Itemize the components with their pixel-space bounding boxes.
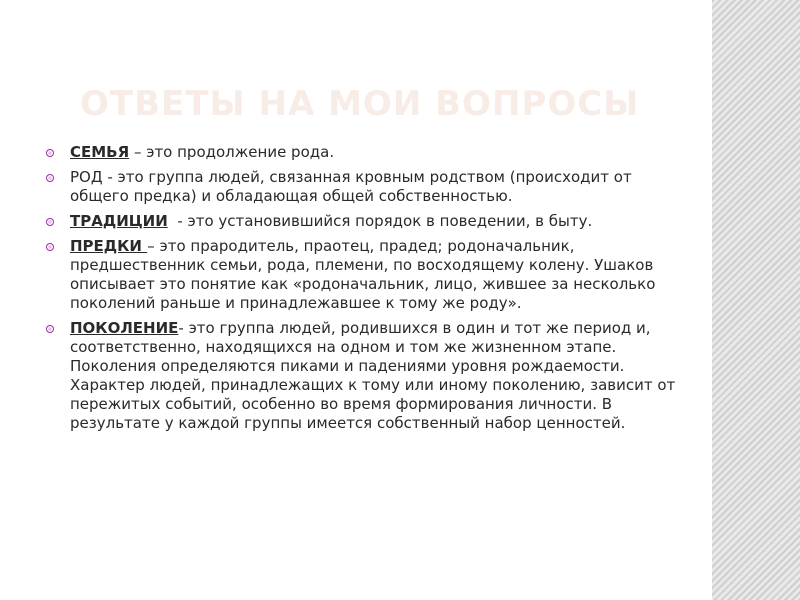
definition-generation: - это группа людей, родившихся в один и тот же период и, соответственно, находящихся на одном и том же жизненном этапе. Поколения определяются пиками и падениями уровня рождаемости. Характер людей, принадлежащих к тому или иному поколению, зависит от пережитых событий, особенно во время формирования личности. В результате у каждой группы имеется собственный набор ценностей.	[70, 319, 676, 432]
list-item-ancestors	[46, 237, 676, 313]
list-item-generation	[46, 319, 676, 433]
decorative-side-band	[712, 0, 800, 600]
term-family: СЕМЬЯ	[70, 143, 130, 161]
bullet-icon	[46, 325, 54, 333]
definitions-list	[46, 143, 676, 439]
term-ancestors: ПРЕДКИ	[70, 237, 148, 255]
bullet-icon	[46, 243, 54, 251]
bullet-icon	[46, 149, 54, 157]
definition-family: – это продолжение рода.	[129, 143, 335, 161]
definition-traditions: - это установившийся порядок в поведении, в быту.	[167, 212, 593, 230]
list-item-clan	[46, 168, 676, 206]
definition-ancestors: – это прародитель, праотец, прадед; родоначальник, предшественник семьи, рода, племени, по восходящему колену. Ушаков описывает это понятие как «родоначальник, лицо, жившее за несколько поколений раньше и принадлежавшее к тому же роду».	[70, 237, 656, 312]
list-item-family	[46, 143, 676, 162]
term-traditions: ТРАДИЦИИ	[70, 212, 168, 230]
list-item-traditions	[46, 212, 676, 231]
bullet-icon	[46, 174, 54, 182]
definition-clan: РОД - это группа людей, связанная кровным родством (происходит от общего предка) и обладающая общей собственностью.	[70, 168, 632, 205]
term-generation: ПОКОЛЕНИЕ	[70, 319, 179, 337]
slide-title: ОТВЕТЫ НА МОИ ВОПРОСЫ	[80, 84, 640, 124]
bullet-icon	[46, 218, 54, 226]
